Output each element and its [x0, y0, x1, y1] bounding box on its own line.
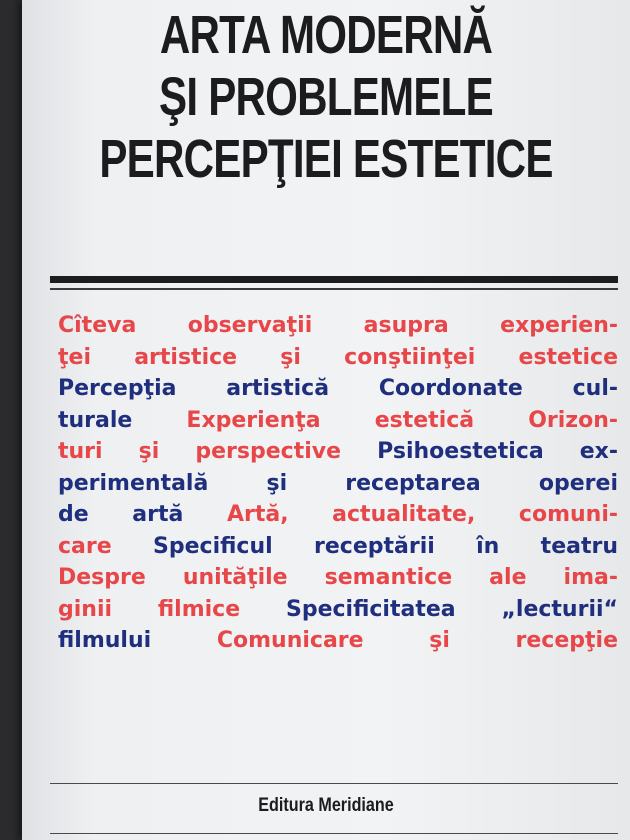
contents-segment: Specificul receptării în teatru: [153, 533, 618, 559]
publisher-name: Editura Meridiane: [258, 795, 394, 816]
contents-list: [58, 310, 618, 657]
contents-segment: Despre unităţile semantice ale ima-: [58, 565, 618, 590]
contents-segment: ginii filmice: [58, 596, 286, 622]
contents-segment: turi şi perspective: [58, 439, 378, 464]
contents-line: [58, 562, 618, 594]
title-divider-thick: [50, 276, 618, 283]
contents-segment: Artă, actualitate, comuni-: [226, 502, 618, 527]
contents-line: [58, 531, 618, 563]
book-cover: [22, 0, 630, 840]
contents-segment: de artă: [58, 502, 227, 527]
title-line-2: ŞI PROBLEMELE: [159, 67, 493, 127]
contents-segment: Cîteva observaţii asupra experien-: [58, 313, 618, 338]
contents-line: [58, 310, 618, 342]
publisher-divider-top: [50, 783, 618, 784]
contents-line: [58, 625, 618, 657]
contents-segment: Percepţia artistică Coordonate cul-: [58, 376, 618, 401]
contents-segment: perimentală şi receptarea operei: [58, 470, 618, 496]
title-line-1: ARTA MODERNĂ: [159, 5, 493, 65]
contents-line: [58, 373, 618, 405]
contents-line: [58, 499, 618, 531]
contents-segment: Comunicare şi recepţie: [216, 628, 618, 653]
contents-segment: ţei artistice şi conştiinţei estetice: [58, 344, 618, 370]
contents-line: [58, 468, 618, 500]
title-line-3: PERCEPŢIEI ESTETICE: [99, 129, 553, 189]
contents-segment: turale: [58, 407, 187, 433]
book-title: [89, 4, 563, 190]
contents-line: [58, 342, 618, 374]
contents-segment: filmului: [58, 628, 217, 653]
contents-line: [58, 594, 618, 626]
contents-segment: Specificitatea „lecturii“: [285, 596, 618, 622]
title-divider-thin: [50, 288, 618, 290]
contents-segment: Psihoestetica ex-: [377, 439, 619, 464]
publisher-divider-bottom: [50, 833, 618, 834]
contents-line: [58, 436, 618, 468]
contents-line: [58, 405, 618, 437]
contents-segment: care: [58, 533, 154, 559]
contents-segment: Experienţa estetică Orizon-: [186, 407, 618, 433]
